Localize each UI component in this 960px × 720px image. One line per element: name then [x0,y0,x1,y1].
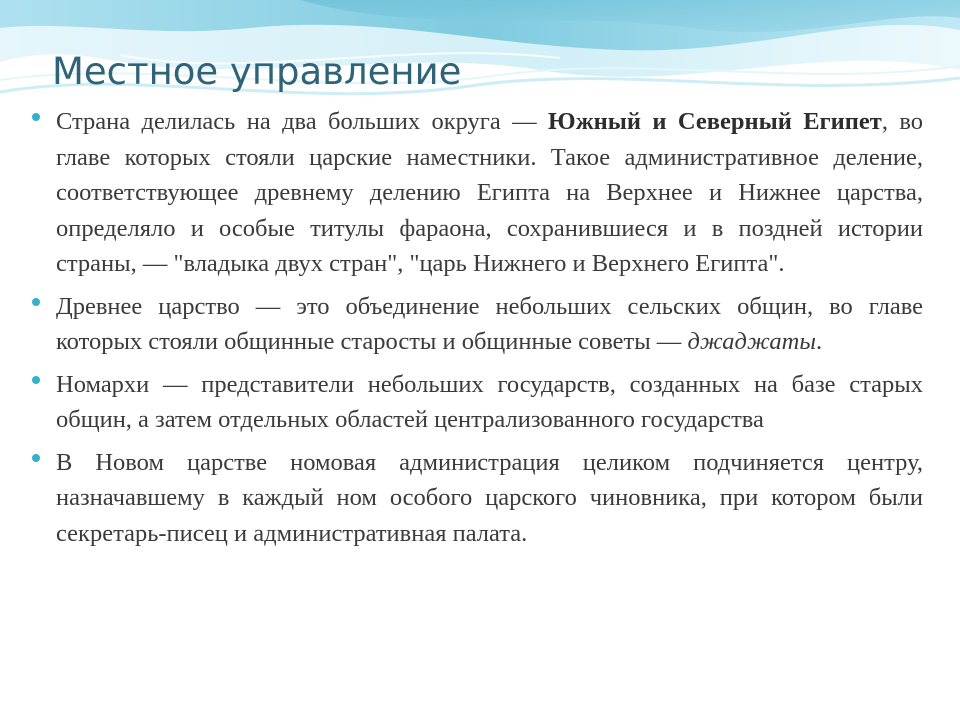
list-item [30,104,923,282]
text-run: В Новом царстве номовая администрация целиком подчиняется центру, назначавшему в каждый ном особого царского чиновника, при котором были секретарь-писец и административная палата. [56,448,923,547]
bullet-text [56,104,923,282]
bullet-icon [32,376,40,384]
list-item [30,367,923,438]
text-run: . [815,328,823,355]
bullet-list [30,104,923,558]
text-run: Страна делилась на два больших округа — [56,108,548,135]
bullet-text [56,445,923,552]
bold-text: Южный и Северный Египет [547,108,882,135]
bullet-text [56,367,923,438]
slide-title: Местное управление [52,50,462,93]
text-run: Номархи — представители небольших государств, созданных на базе старых общин, а затем отдельных областей централизованного государства [56,370,923,433]
bullet-icon [32,113,40,121]
text-run: Древнее царство — это объединение небольших сельских общин, во главе которых стояли общинные старосты и общинные советы — [56,292,923,355]
text-run: , во главе которых стояли царские наместники. Такое административное деление, соответствующее древнему делению Египта на Верхнее и Нижнее царства, определяло и особые титулы фараона, сохранившиеся и в поздней истории страны, — "владыка двух стран", "царь Нижнего и Верхнего Египта". [56,108,923,277]
bullet-icon [32,298,40,306]
list-item [30,289,923,360]
list-item [30,445,923,552]
bullet-text [56,289,923,360]
bullet-icon [32,454,40,462]
italic-text: джаджаты [687,328,816,355]
